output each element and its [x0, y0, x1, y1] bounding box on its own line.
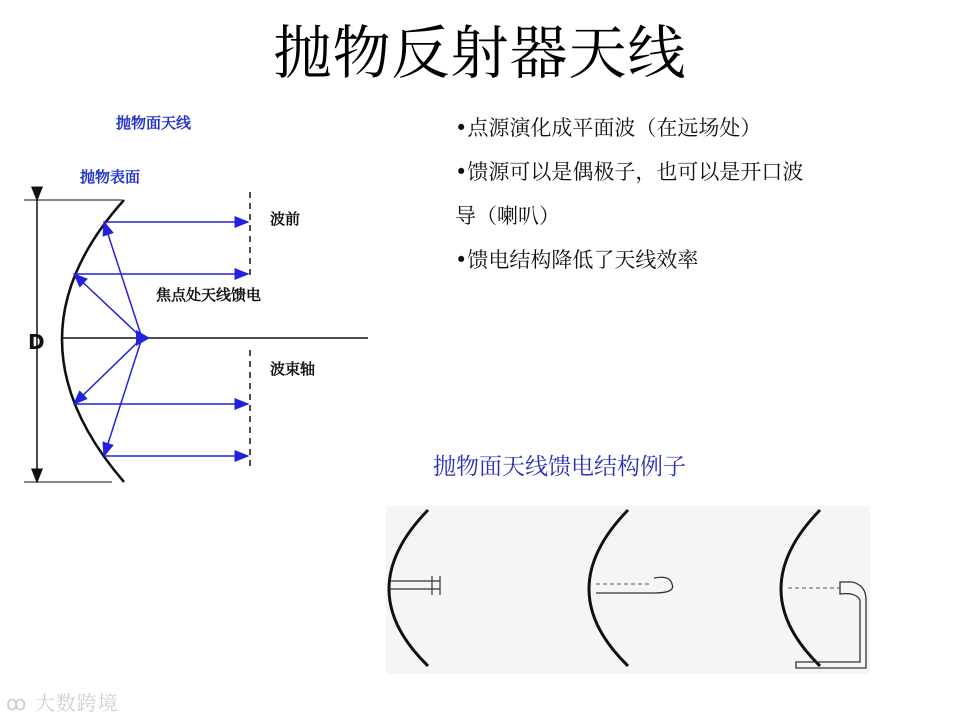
watermark-logo-icon: ꝏ [6, 691, 28, 715]
bullet-point: 导（喇叭） [455, 204, 560, 228]
label-diameter: D [28, 330, 45, 354]
label-wavefront: 波前 [270, 210, 301, 228]
label-antenna: 抛物面天线 [116, 114, 192, 132]
label-surface: 抛物表面 [80, 168, 141, 186]
label-axis: 波束轴 [270, 360, 316, 378]
bullet-point: •馈电结构降低了天线效率 [455, 248, 699, 272]
watermark [6, 687, 119, 716]
bullet-point: •点源演化成平面波（在远场处） [455, 116, 762, 140]
page-title: 抛物反射器天线 [273, 19, 687, 87]
feed-examples-caption: 抛物面天线馈电结构例子 [433, 454, 686, 480]
bullet-point: •馈源可以是偶极子，也可以是开口波 [455, 160, 804, 184]
feed-examples-background [386, 506, 870, 674]
watermark-text: 大数跨境 [34, 691, 119, 715]
label-feed: 焦点处天线馈电 [156, 286, 262, 304]
